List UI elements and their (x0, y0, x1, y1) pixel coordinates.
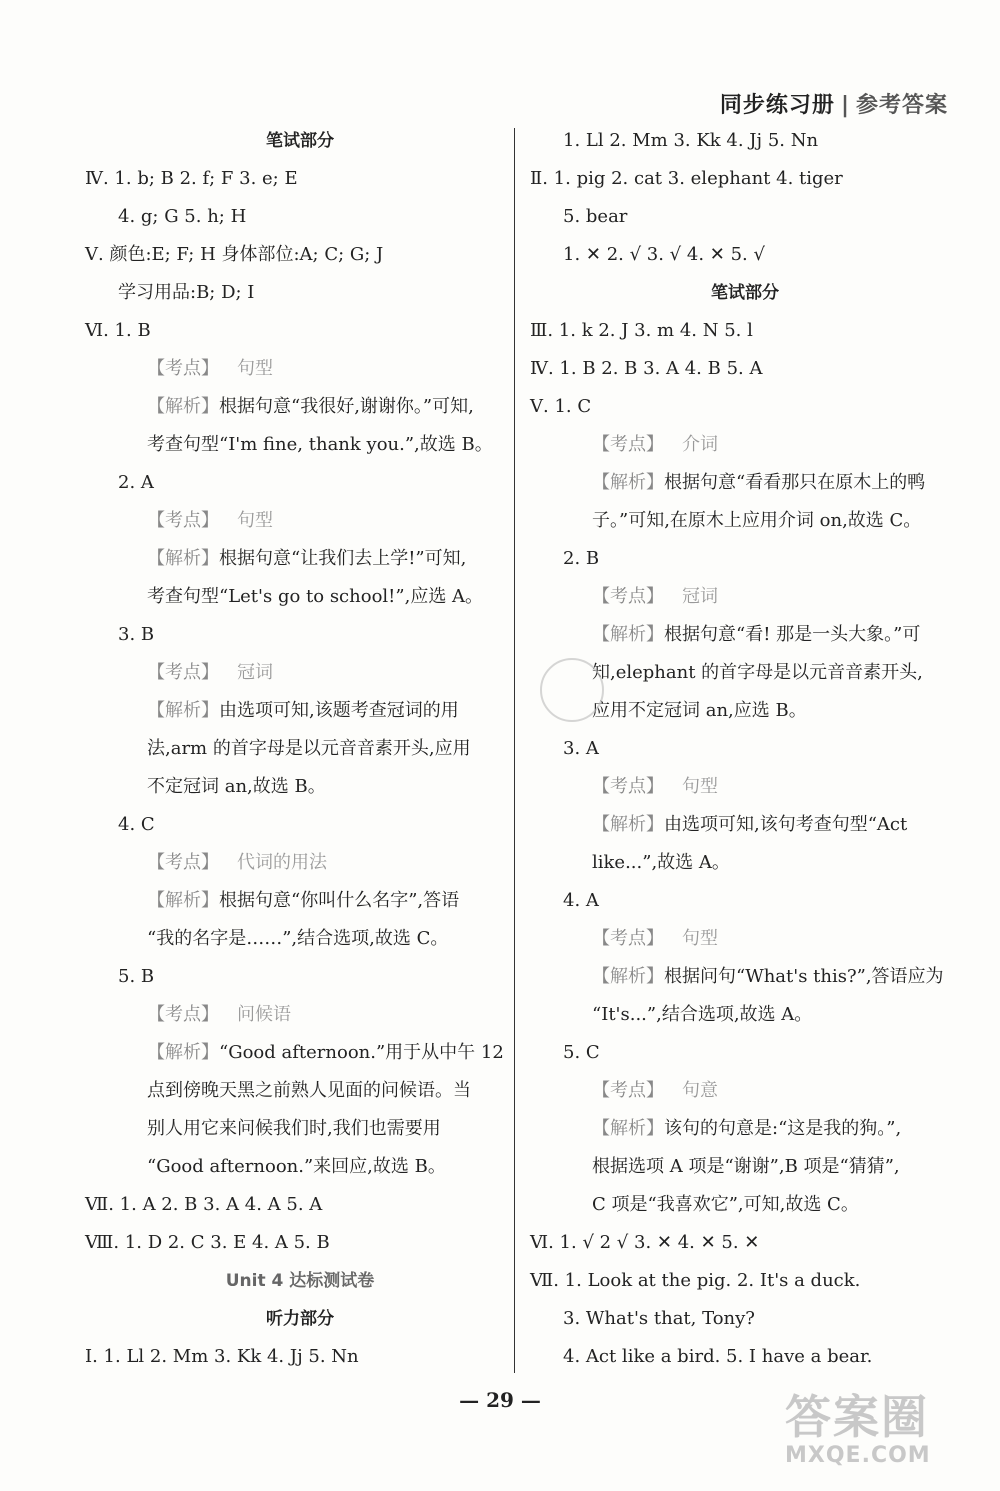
answer-text: 句型 (237, 510, 273, 531)
answer-text: “It's...”,结合选项,故选 A。 (592, 1004, 813, 1025)
answer-line (530, 844, 960, 882)
answer-line (85, 160, 515, 198)
page-number: — 29 — (459, 1388, 541, 1412)
site-watermark (785, 1391, 975, 1471)
answer-line (530, 540, 960, 578)
answer-line (530, 730, 960, 768)
answer-tag: 【考点】 (592, 586, 664, 607)
answer-line (530, 1300, 960, 1338)
answer-text: 5. bear (563, 206, 628, 227)
answer-tag: 【解析】 (147, 890, 219, 911)
answer-line (530, 1072, 960, 1110)
answer-line (85, 920, 515, 958)
answer-text: 根据句意“你叫什么名字”,答语 (219, 890, 460, 911)
answer-line (530, 198, 960, 236)
answer-line (85, 540, 515, 578)
watermark-logo-text: 答案圈 (785, 1390, 929, 1444)
answer-line (85, 768, 515, 806)
answer-line (530, 1224, 960, 1262)
answer-line (530, 388, 960, 426)
answer-line (530, 312, 960, 350)
header-subtitle: 参考答案 (855, 93, 948, 118)
answer-text: 1. ✕ 2. √ 3. √ 4. ✕ 5. √ (563, 244, 765, 265)
answer-line (85, 692, 515, 730)
answer-text: Ⅵ. 1. √ 2 √ 3. ✕ 4. ✕ 5. ✕ (530, 1232, 760, 1253)
answer-line (85, 730, 515, 768)
answer-tag: 【解析】 (592, 624, 664, 645)
answer-text: 根据问句“What's this?”,答语应为 (664, 966, 944, 987)
answer-line (530, 350, 960, 388)
answer-line (530, 1186, 960, 1224)
answer-text: 2. A (118, 472, 154, 493)
answer-tag: 【解析】 (147, 396, 219, 417)
answer-text: Ⅲ. 1. k 2. J 3. m 4. N 5. l (530, 320, 753, 341)
answer-text: 法,arm 的首字母是以元音音素开头,应用 (147, 738, 471, 759)
answer-line (85, 1034, 515, 1072)
answer-text: Ⅳ. 1. B 2. B 3. A 4. B 5. A (530, 358, 763, 379)
answer-line (530, 920, 960, 958)
answer-text: 4. Act like a bird. 5. I have a bear. (563, 1346, 873, 1367)
answer-text: 句型 (682, 776, 718, 797)
answer-line (530, 806, 960, 844)
answer-text: 该句的句意是:“这是我的狗。”, (664, 1118, 902, 1139)
answer-text: Ⅷ. 1. D 2. C 3. E 4. A 5. B (85, 1232, 330, 1253)
answer-line (530, 1148, 960, 1186)
answer-tag: 【考点】 (592, 928, 664, 949)
answer-tag: 【解析】 (592, 966, 664, 987)
answer-line (530, 1110, 960, 1148)
answer-line (85, 1148, 515, 1186)
answer-text: 冠词 (682, 586, 718, 607)
left-column (85, 122, 515, 1376)
answer-line (85, 350, 515, 388)
answer-line (530, 882, 960, 920)
answer-line (530, 616, 960, 654)
answer-text: Ⅶ. 1. Look at the pig. 2. It's a duck. (530, 1270, 861, 1291)
section-heading (530, 274, 960, 312)
answer-line (85, 578, 515, 616)
answer-text: “我的名字是……”,结合选项,故选 C。 (147, 928, 449, 949)
answer-text: Ⅳ. 1. b; B 2. f; F 3. e; E (85, 168, 298, 189)
answer-line (85, 426, 515, 464)
answer-tag: 【考点】 (592, 776, 664, 797)
answer-tag: 【解析】 (147, 700, 219, 721)
answer-line (530, 160, 960, 198)
answer-text: 考查句型“Let's go to school!”,应选 A。 (147, 586, 484, 607)
answer-text: 子。”可知,在原木上应用介词 on,故选 C。 (592, 510, 922, 531)
answer-text: 根据句意“我很好,谢谢你。”可知, (219, 396, 474, 417)
answer-line (85, 312, 515, 350)
stamp-mark (540, 658, 604, 722)
answer-text: 知,elephant 的首字母是以元音音素开头, (592, 662, 923, 683)
answer-text: 3. A (563, 738, 599, 759)
watermark-url: MXQE.COM (785, 1443, 931, 1468)
answer-line (85, 1072, 515, 1110)
answer-text: 不定冠词 an,故选 B。 (147, 776, 326, 797)
answer-line (530, 996, 960, 1034)
answer-line (530, 464, 960, 502)
header-title: 同步练习册 (719, 93, 835, 118)
answer-line (85, 502, 515, 540)
answer-text: 根据选项 A 项是“谢谢”,B 项是“猜猜”, (592, 1156, 900, 1177)
answer-text: 听力部分 (266, 1309, 334, 1329)
answer-text: 由选项可知,该句考查句型“Act (664, 814, 908, 835)
answer-text: 2. B (563, 548, 600, 569)
header-separator: | (840, 93, 850, 118)
answer-line (85, 388, 515, 426)
answer-line (85, 996, 515, 1034)
answer-line (530, 122, 960, 160)
answer-line (85, 236, 515, 274)
answer-text: Ⅰ. 1. Ll 2. Mm 3. Kk 4. Jj 5. Nn (85, 1346, 359, 1367)
answer-tag: 【考点】 (147, 852, 219, 873)
answer-tag: 【解析】 (592, 814, 664, 835)
answer-text: 句意 (682, 1080, 718, 1101)
answer-text: 问候语 (237, 1004, 291, 1025)
answer-line (530, 578, 960, 616)
answer-text: “Good afternoon.”来回应,故选 B。 (147, 1156, 446, 1177)
answer-tag: 【解析】 (592, 472, 664, 493)
answer-text: 别人用它来问候我们时,我们也需要用 (147, 1118, 441, 1139)
answer-tag: 【考点】 (147, 358, 219, 379)
answer-line (85, 274, 515, 312)
answer-text: 点到傍晚天黑之前熟人见面的问候语。当 (147, 1080, 471, 1101)
answer-text: 应用不定冠词 an,应选 B。 (592, 700, 807, 721)
answer-line (85, 882, 515, 920)
answer-line (85, 1110, 515, 1148)
answer-tag: 【考点】 (592, 1080, 664, 1101)
answer-line (85, 844, 515, 882)
section-heading (85, 122, 515, 160)
answer-tag: 【考点】 (147, 1004, 219, 1025)
answer-line (85, 1338, 515, 1376)
answer-text: 1. Ll 2. Mm 3. Kk 4. Jj 5. Nn (563, 130, 819, 151)
answer-text: 根据句意“看! 那是一头大象。”可 (664, 624, 921, 645)
answer-line (85, 464, 515, 502)
answer-text: Ⅵ. 1. B (85, 320, 151, 341)
answer-text: 4. g; G 5. h; H (118, 206, 247, 227)
answer-text: 4. C (118, 814, 155, 835)
answer-text: 句型 (682, 928, 718, 949)
answer-text: 5. C (563, 1042, 600, 1063)
answer-text: 代词的用法 (237, 852, 327, 873)
answer-text: 冠词 (237, 662, 273, 683)
answer-line (530, 1034, 960, 1072)
answer-text: 笔试部分 (266, 131, 334, 151)
answer-text: 句型 (237, 358, 273, 379)
section-heading (85, 1300, 515, 1338)
answer-line (530, 1262, 960, 1300)
answer-line (530, 502, 960, 540)
answer-tag: 【考点】 (592, 434, 664, 455)
answer-line (85, 958, 515, 996)
answer-line (85, 806, 515, 844)
answer-text: “Good afternoon.”用于从中午 12 (219, 1042, 504, 1063)
answer-line (530, 958, 960, 996)
answer-line (530, 1338, 960, 1376)
answer-line (530, 236, 960, 274)
page-header (720, 88, 948, 119)
answer-line (85, 616, 515, 654)
answer-line (85, 1224, 515, 1262)
section-heading (85, 1262, 515, 1300)
answer-text: Ⅴ. 1. C (530, 396, 592, 417)
answer-text: 介词 (682, 434, 718, 455)
answer-text: 根据句意“看看那只在原木上的鸭 (664, 472, 926, 493)
answer-text: Ⅴ. 颜色:E; F; H 身体部位:A; C; G; J (85, 244, 384, 265)
answer-tag: 【解析】 (147, 548, 219, 569)
answer-text: 5. B (118, 966, 155, 987)
answer-tag: 【解析】 (592, 1118, 664, 1139)
answer-text: Ⅱ. 1. pig 2. cat 3. elephant 4. tiger (530, 168, 843, 189)
answer-line (530, 768, 960, 806)
right-column (530, 122, 960, 1376)
answer-line (85, 654, 515, 692)
answer-line (530, 426, 960, 464)
answer-text: 考查句型“I'm fine, thank you.”,故选 B。 (147, 434, 493, 455)
answer-text: 4. A (563, 890, 599, 911)
answer-text: like...”,故选 A。 (592, 852, 730, 873)
answer-line (85, 198, 515, 236)
answer-line (85, 1186, 515, 1224)
answer-tag: 【考点】 (147, 510, 219, 531)
answer-text: 3. B (118, 624, 155, 645)
answer-text: 由选项可知,该题考查冠词的用 (219, 700, 459, 721)
answer-text: 根据句意“让我们去上学!”可知, (219, 548, 467, 569)
answer-text: 3. What's that, Tony? (563, 1308, 755, 1329)
answer-text: Unit 4 达标测试卷 (225, 1271, 375, 1291)
answer-text: 学习用品:B; D; I (118, 282, 255, 303)
answer-tag: 【解析】 (147, 1042, 219, 1063)
answer-text: Ⅶ. 1. A 2. B 3. A 4. A 5. A (85, 1194, 323, 1215)
answer-tag: 【考点】 (147, 662, 219, 683)
answer-text: C 项是“我喜欢它”,可知,故选 C。 (592, 1194, 859, 1215)
answer-text: 笔试部分 (711, 283, 779, 303)
